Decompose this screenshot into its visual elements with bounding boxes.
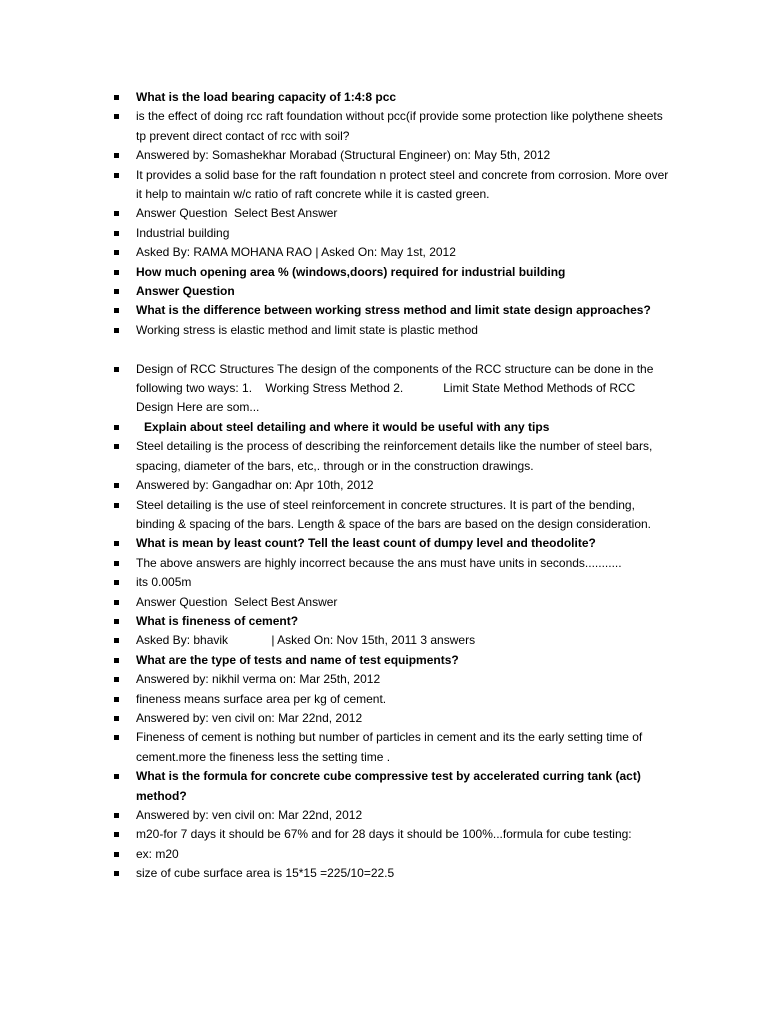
list-item-text: Answered by: ven civil on: Mar 22nd, 2012: [136, 710, 363, 725]
bullet-icon: [114, 95, 119, 100]
bullet-icon: [114, 813, 119, 818]
bullet-icon: [114, 425, 119, 430]
bullet-icon: [114, 444, 119, 449]
list-item: [112, 224, 672, 243]
list-item-text: What is the load bearing capacity of 1:4:8 pcc: [136, 90, 397, 104]
list-item-text: Answer Question: [136, 284, 235, 299]
list-item-text: Answer Question Select Best Answer: [136, 206, 338, 221]
list-item: [112, 418, 672, 437]
list-item: [112, 204, 672, 223]
bullet-icon: [114, 308, 119, 313]
bullet-icon: [114, 658, 119, 663]
list-item: [112, 631, 672, 650]
list-item-text: Working stress is elastic method and limit state is plastic method: [136, 322, 478, 337]
bullet-icon: [114, 270, 119, 275]
list-item-text: Industrial building: [136, 225, 230, 240]
list-item: [112, 534, 672, 553]
list-item: [112, 593, 672, 612]
bullet-icon: [114, 638, 119, 643]
list-item-text: Answered by: ven civil on: Mar 22nd, 2012: [136, 808, 363, 823]
bullet-icon: [114, 211, 119, 216]
list-item: [112, 301, 672, 320]
list-item-text: Fineness of cement is nothing but number of particles in cement and its the early setting time of cement.more the fineness less the setting time .: [136, 730, 646, 764]
bullet-icon: [114, 153, 119, 158]
list-item: [112, 670, 672, 689]
bullet-icon: [114, 677, 119, 682]
list-item-text: Answered by: nikhil verma on: Mar 25th, 2012: [136, 672, 381, 687]
list-item: [112, 88, 672, 107]
list-item-text: Steel detailing is the use of steel reinforcement in concrete structures. It is part of the bending, binding & spacing of the bars. Length & space of the bars are based on the design consideration.: [136, 497, 652, 531]
list-item-text: m20-for 7 days it should be 67% and for 28 days it should be 100%...formula for cube testing:: [136, 827, 632, 842]
bullet-icon: [114, 503, 119, 508]
list-item: [112, 651, 672, 670]
list-item: [112, 437, 672, 476]
list-item: [112, 845, 672, 864]
list-item-text: ex: m20: [136, 846, 179, 861]
list-item-text: What are the type of tests and name of test equipments?: [136, 652, 459, 667]
list-item: [112, 282, 672, 301]
bullet-icon: [114, 173, 119, 178]
list-item-text: Design of RCC Structures The design of the components of the RCC structure can be done in the following two ways: 1. Working Stress Method 2. Limit State Method Methods of RCC Design Here are som...: [136, 361, 657, 415]
bullet-icon: [114, 561, 119, 566]
bullet-icon: [114, 250, 119, 255]
bullet-icon: [114, 289, 119, 294]
list-item: [112, 107, 672, 146]
list-item-text: Explain about steel detailing and where it would be useful with any tips: [144, 419, 550, 434]
list-item: [112, 690, 672, 709]
list-item: [112, 767, 672, 806]
list-item-text: Steel detailing is the process of describing the reinforcement details like the number of steel bars, spacing, diameter of the bars, etc,. through or in the construction drawings.: [136, 439, 656, 473]
list-item-text: fineness means surface area per kg of cement.: [136, 691, 387, 706]
list-item-text: How much opening area % (windows,doors) required for industrial building: [136, 264, 566, 279]
bullet-icon: [114, 231, 119, 236]
list-item: [112, 166, 672, 205]
bullet-icon: [114, 114, 119, 119]
list-item-text: its 0.005m: [136, 575, 192, 590]
bullet-icon: [114, 735, 119, 740]
list-item: [112, 263, 672, 282]
list-item: [112, 709, 672, 728]
list-item: [112, 321, 672, 340]
list-item: [112, 825, 672, 844]
list-item: [112, 554, 672, 573]
bullet-icon: [114, 716, 119, 721]
bullet-icon: [114, 483, 119, 488]
list-item: [112, 476, 672, 495]
bullet-icon: [114, 852, 119, 857]
list-item-text: Asked By: bhavik | Asked On: Nov 15th, 2011 3 answers: [136, 633, 476, 648]
list-item: [112, 864, 672, 883]
list-item-text: is the effect of doing rcc raft foundation without pcc(if provide some protection like polythene sheets tp prevent direct contact of rcc with soil?: [136, 109, 667, 143]
list-item: [112, 146, 672, 165]
bullet-icon: [114, 328, 119, 333]
blank-line: [112, 340, 672, 359]
list-item: [112, 496, 672, 535]
bullet-icon: [114, 619, 119, 624]
list-item-text: Answered by: Somashekhar Morabad (Structural Engineer) on: May 5th, 2012: [136, 148, 551, 163]
list-item-text: Asked By: RAMA MOHANA RAO | Asked On: May 1st, 2012: [136, 245, 456, 260]
bullet-icon: [114, 541, 119, 546]
list-item-text: size of cube surface area is 15*15 =225/10=22.5: [136, 866, 395, 881]
bullet-icon: [114, 580, 119, 585]
list-item-text: Answered by: Gangadhar on: Apr 10th, 2012: [136, 478, 374, 493]
list-item: [112, 243, 672, 262]
list-item-text: What is the formula for concrete cube compressive test by accelerated curring tank (act) method?: [136, 769, 645, 803]
list-item: [112, 573, 672, 592]
list-item: [112, 612, 672, 631]
list-item-text: It provides a solid base for the raft foundation n protect steel and concrete from corrosion. More over it help to maintain w/c ratio of raft concrete while it is casted green.: [136, 167, 672, 202]
bullet-icon: [114, 600, 119, 605]
list-item-text: What is fineness of cement?: [136, 613, 299, 628]
qa-bullet-list: [112, 88, 672, 884]
list-item-text: The above answers are highly incorrect because the ans must have units in seconds...........: [136, 555, 622, 570]
list-item-text: What is mean by least count? Tell the least count of dumpy level and theodolite?: [136, 536, 596, 551]
list-item: [112, 806, 672, 825]
list-item-text: Answer Question Select Best Answer: [136, 594, 338, 609]
bullet-icon: [114, 697, 119, 702]
bullet-icon: [114, 774, 119, 779]
list-item-text: What is the difference between working stress method and limit state design approaches?: [136, 303, 651, 318]
bullet-icon: [114, 871, 119, 876]
list-item: [112, 360, 672, 418]
bullet-icon: [114, 832, 119, 837]
list-item: [112, 728, 672, 767]
bullet-icon: [114, 367, 119, 372]
